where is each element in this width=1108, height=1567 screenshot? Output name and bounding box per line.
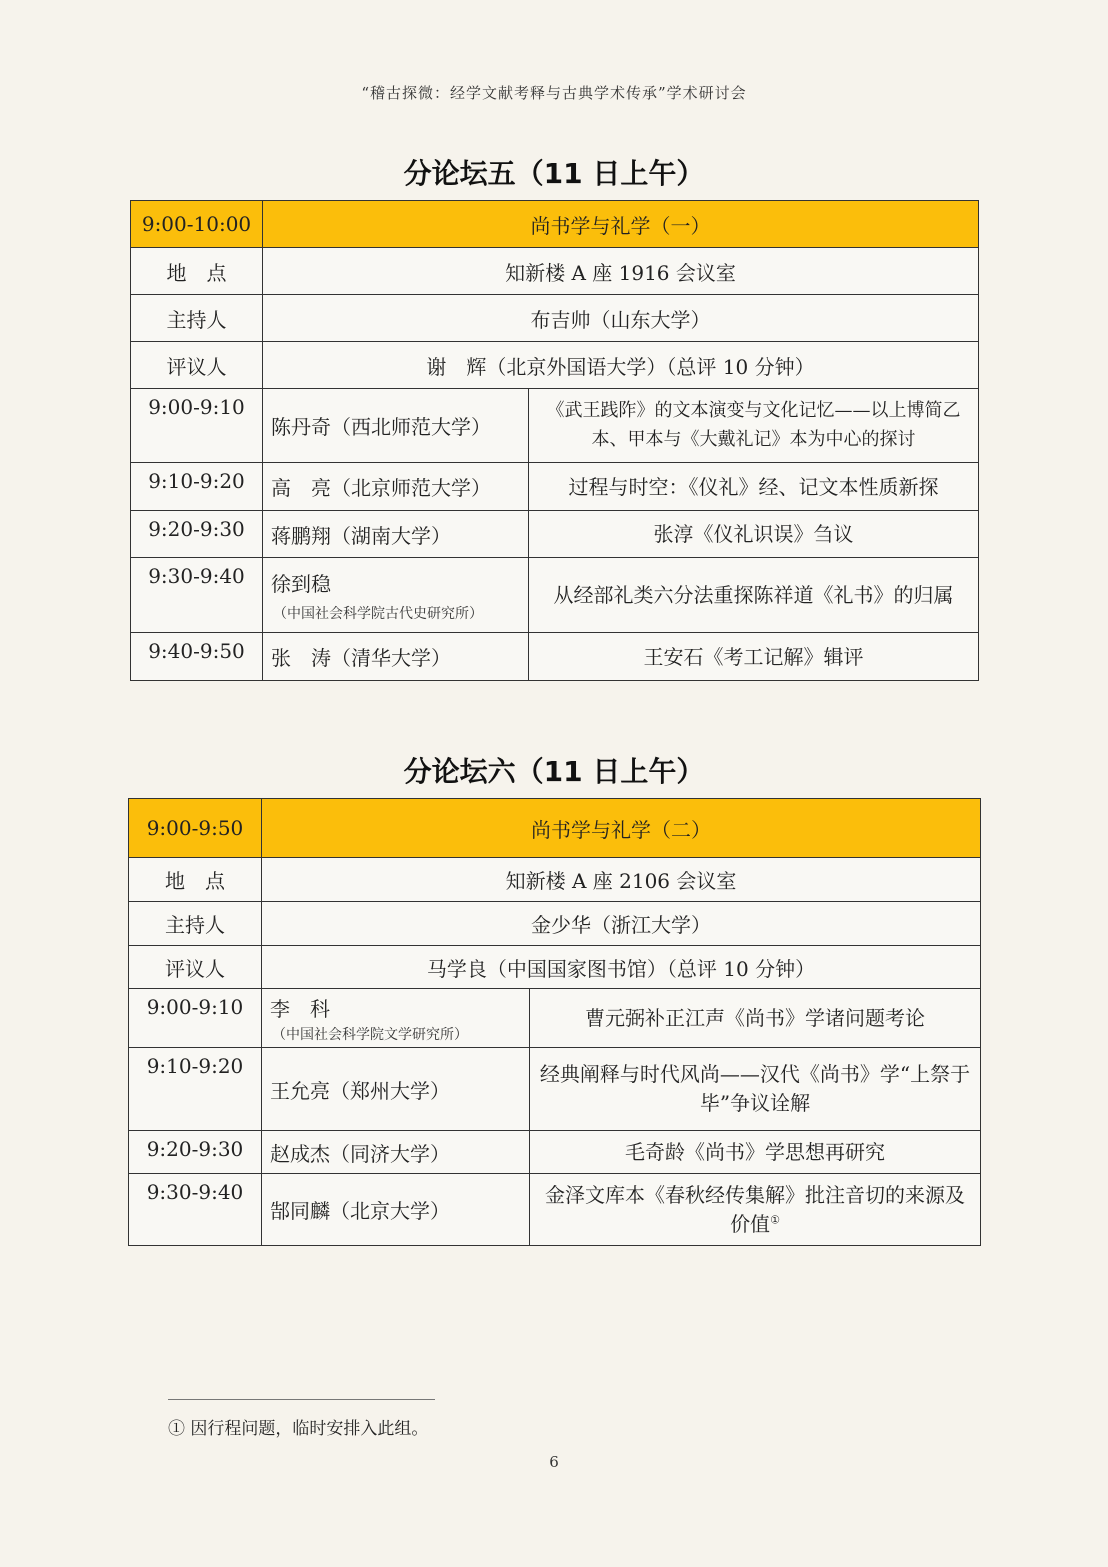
paper-topic: 经典阐释与时代风尚——汉代《尚书》学“上祭于毕”争议诠解 (530, 1048, 981, 1131)
paper-topic-cell (530, 1174, 981, 1246)
speaker: 王允亮（郑州大学） (262, 1048, 530, 1131)
forum5-venue-row (131, 248, 979, 295)
table-row (131, 389, 979, 463)
paper-topic: 《武王践阼》的文本演变与文化记忆——以上博简乙本、甲本与《大戴礼记》本为中心的探讨 (529, 389, 979, 463)
speaker: 郜同麟（北京大学） (262, 1174, 530, 1246)
table-row (129, 1174, 981, 1246)
conference-header: “稽古探微：经学文献考释与古典学术传承”学术研讨会 (361, 84, 747, 102)
forum6-header-row (129, 799, 981, 858)
session-time: 9:10-9:20 (131, 463, 263, 511)
forum5-reviewer: 谢 辉（北京外国语大学）（总评 10 分钟） (263, 342, 979, 389)
speaker-affiliation: （中国社会科学院文学研究所） (272, 1027, 468, 1043)
forum6-host: 金少华（浙江大学） (262, 902, 981, 946)
session-time: 9:20-9:30 (129, 1131, 262, 1174)
forum6-reviewer: 马学良（中国国家图书馆）（总评 10 分钟） (262, 946, 981, 989)
footnote-marker[interactable]: ① (770, 1212, 780, 1226)
forum5-host-row (131, 295, 979, 342)
table-row (129, 1131, 981, 1174)
paper-topic: 张淳《仪礼识误》刍议 (529, 511, 979, 558)
forum6-host-label: 主持人 (129, 902, 262, 946)
forum5-venue: 知新楼 A 座 1916 会议室 (263, 248, 979, 295)
paper-topic: 从经部礼类六分法重探陈祥道《礼书》的归属 (529, 558, 979, 633)
forum6-venue: 知新楼 A 座 2106 会议室 (262, 858, 981, 902)
speaker-affiliation: （中国社会科学院古代史研究所） (273, 605, 483, 622)
forum5-title: 分论坛五（11 日上午） (403, 157, 705, 190)
session-time: 9:00-9:10 (131, 389, 263, 463)
forum5-theme: 尚书学与礼学（一） (263, 201, 979, 248)
paper-topic: 毛奇龄《尚书》学思想再研究 (530, 1131, 981, 1174)
session-time: 9:30-9:40 (129, 1174, 262, 1246)
session-time: 9:20-9:30 (131, 511, 263, 558)
table-row (129, 989, 981, 1048)
forum6-venue-row (129, 858, 981, 902)
session-time: 9:30-9:40 (131, 558, 263, 633)
session-time: 9:40-9:50 (131, 633, 263, 681)
speaker: 高 亮（北京师范大学） (263, 463, 529, 511)
forum5-venue-label: 地 点 (131, 248, 263, 295)
paper-topic: 金泽文库本《春秋经传集解》批注音切的来源及价值 (545, 1182, 965, 1236)
forum5-header-row (131, 201, 979, 248)
forum5-host-label: 主持人 (131, 295, 263, 342)
session-time: 9:00-9:10 (129, 989, 262, 1048)
speaker: 赵成杰（同济大学） (262, 1131, 530, 1174)
forum6-time: 9:00-9:50 (129, 799, 262, 858)
forum5-reviewer-label: 评议人 (131, 342, 263, 389)
forum6-reviewer-row (129, 946, 981, 989)
footnote-divider (168, 1399, 435, 1400)
paper-topic: 过程与时空：《仪礼》经、记文本性质新探 (529, 463, 979, 511)
speaker: 徐到稳 (271, 571, 331, 596)
paper-topic: 王安石《考工记解》辑评 (529, 633, 979, 681)
forum6-venue-label: 地 点 (129, 858, 262, 902)
forum5-time: 9:00-10:00 (131, 201, 263, 248)
forum6-title: 分论坛六（11 日上午） (403, 755, 705, 788)
footnote: ① 因行程问题，临时安排入此组。 (168, 1419, 429, 1439)
page-number: 6 (549, 1453, 559, 1471)
table-row (131, 463, 979, 511)
forum6-theme: 尚书学与礼学（二） (262, 799, 981, 858)
session-time: 9:10-9:20 (129, 1048, 262, 1131)
forum6-reviewer-label: 评议人 (129, 946, 262, 989)
forum5-table (130, 200, 979, 681)
speaker: 张 涛（清华大学） (263, 633, 529, 681)
table-row (131, 511, 979, 558)
paper-topic: 曹元弼补正江声《尚书》学诸问题考论 (530, 989, 981, 1048)
table-row (131, 558, 979, 633)
table-row (131, 633, 979, 681)
forum6-host-row (129, 902, 981, 946)
speaker-cell (262, 989, 530, 1048)
speaker: 李 科 (270, 997, 330, 1021)
speaker: 陈丹奇（西北师范大学） (263, 389, 529, 463)
speaker: 蒋鹏翔（湖南大学） (263, 511, 529, 558)
forum5-host: 布吉帅（山东大学） (263, 295, 979, 342)
table-row (129, 1048, 981, 1131)
forum6-table (128, 798, 981, 1246)
speaker-cell (263, 558, 529, 633)
forum5-reviewer-row (131, 342, 979, 389)
